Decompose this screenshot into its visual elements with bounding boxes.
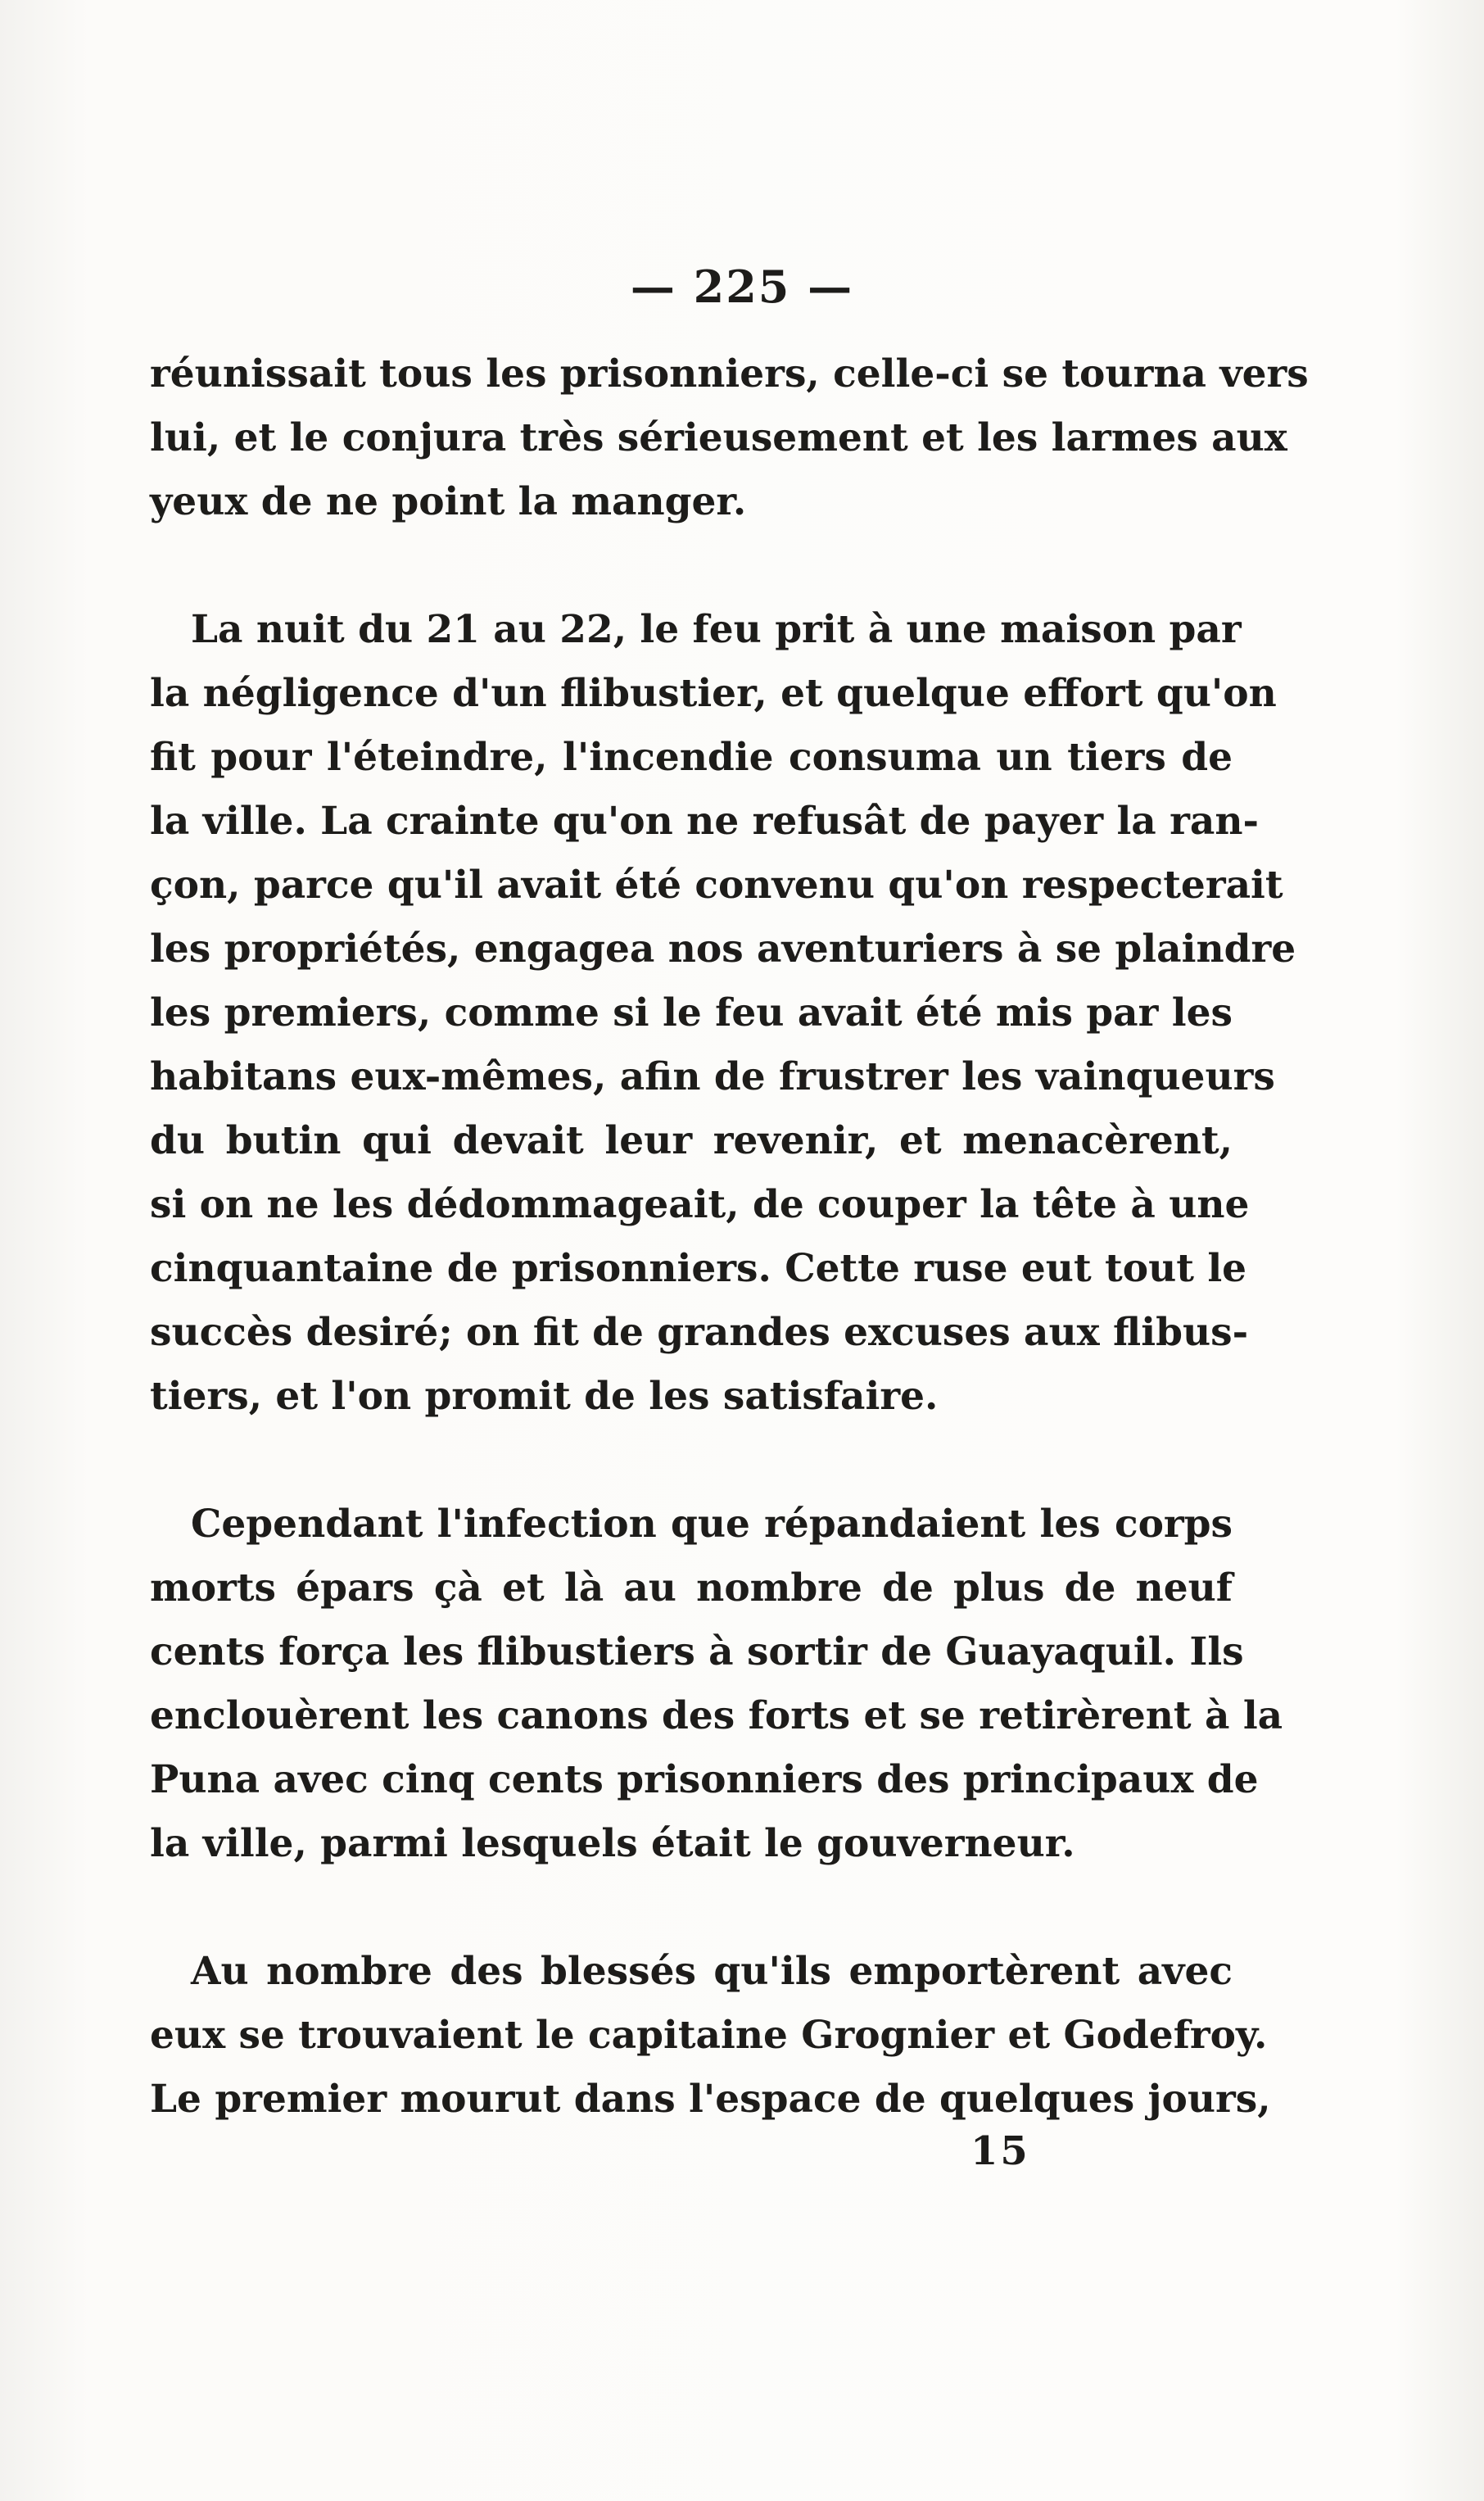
page-number-header: — 225 —: [630, 261, 854, 313]
text-line: morts épars çà et là au nombre de plus de neuf: [150, 1565, 1233, 1611]
text-line: les propriétés, engagea nos aventuriers à se plaindre: [150, 927, 1296, 972]
text-line: fit pour l'éteindre, l'incendie consuma un tiers de: [150, 735, 1233, 780]
text-line: si on ne les dédommageait, de couper la tête à une: [150, 1182, 1250, 1227]
paragraph-3: [150, 1493, 1283, 1876]
text-line: cents força les flibustiers à sortir de Guayaquil. Ils: [150, 1629, 1244, 1674]
text-line: réunissait tous les prisonniers, celle-ci se tourna vers: [150, 351, 1309, 396]
text-line: cinquantaine de prisonniers. Cette ruse eut tout le: [150, 1246, 1247, 1291]
paragraph-1: [150, 342, 1309, 534]
text-line: la ville, parmi lesquels était le gouverneur.: [150, 1821, 1075, 1866]
text-line: les premiers, comme si le feu avait été mis par les: [150, 990, 1233, 1035]
body-text: [150, 342, 1309, 2132]
text-line: Puna avec cinq cents prisonniers des principaux de: [150, 1757, 1259, 1802]
text-line: Cependant l'infection que répandaient les corps: [191, 1502, 1233, 1547]
text-line: lui, et le conjura très sérieusement et les larmes aux: [150, 415, 1287, 460]
signature-mark: 15: [970, 2128, 1030, 2174]
text-line: La nuit du 21 au 22, le feu prit à une maison par: [191, 607, 1242, 652]
text-line: çon, parce qu'il avait été convenu qu'on respecterait: [150, 863, 1283, 908]
text-line: la ville. La crainte qu'on ne refusât de payer la ran-: [150, 799, 1260, 844]
text-line: eux se trouvaient le capitaine Grognier et Godefroy.: [150, 2013, 1268, 2058]
text-line: yeux de ne point la manger.: [150, 479, 747, 524]
paragraph-4: [150, 1940, 1271, 2132]
text-line: la négligence d'un flibustier, et quelque effort qu'on: [150, 671, 1277, 716]
text-line: tiers, et l'on promit de les satisfaire.: [150, 1374, 939, 1419]
text-line: habitans eux-mêmes, afin de frustrer les vainqueurs: [150, 1054, 1275, 1099]
paragraph-2: [150, 598, 1296, 1429]
text-line: Le premier mourut dans l'espace de quelques jours,: [150, 2077, 1271, 2122]
text-line: du butin qui devait leur revenir, et menacèrent,: [150, 1118, 1233, 1163]
text-line: Au nombre des blessés qu'ils emportèrent avec: [191, 1949, 1233, 1994]
text-line: succès desiré; on fit de grandes excuses aux flibus-: [150, 1310, 1249, 1355]
text-line: enclouèrent les canons des forts et se retirèrent à la: [150, 1693, 1283, 1738]
